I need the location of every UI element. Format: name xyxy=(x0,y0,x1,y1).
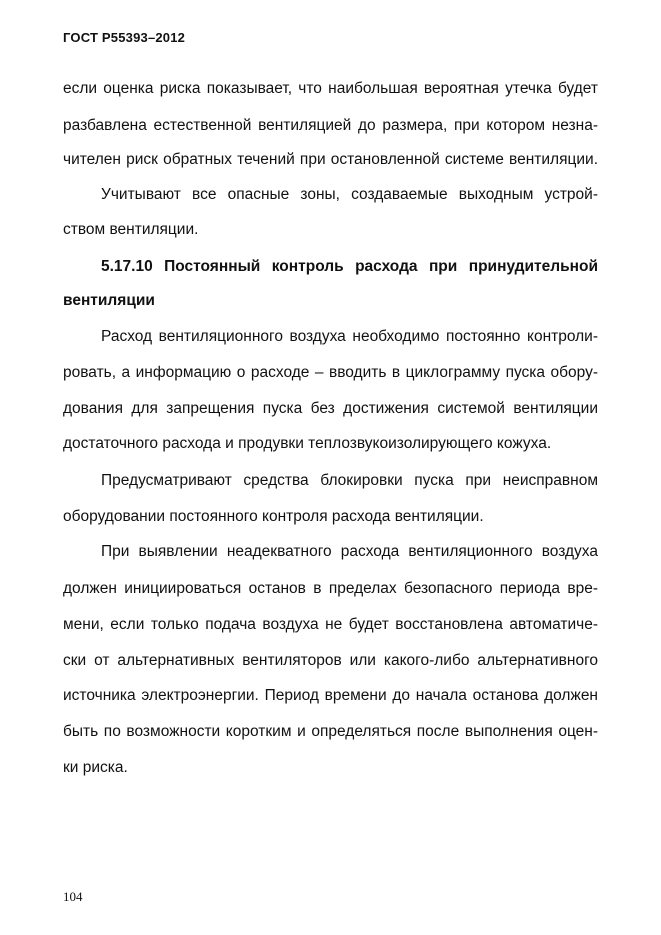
section-heading-continued: вентиляции xyxy=(63,292,155,309)
text-line: должен инициироваться останов в пределах безопасного периода вре- xyxy=(63,580,598,597)
text-line: Расход вентиляционного воздуха необходимо постоянно контроли- xyxy=(101,328,598,345)
text-line: Предусматривают средства блокировки пуска при неисправном xyxy=(101,472,598,489)
text-line: оборудовании постоянного контроля расхода вентиляции. xyxy=(63,508,484,525)
text-line: мени, если только подача воздуха не будет восстановлена автоматиче- xyxy=(63,616,598,633)
text-line: дования для запрещения пуска без достижения системой вентиляции xyxy=(63,400,598,417)
text-line: ски от альтернативных вентиляторов или какого-либо альтернативного xyxy=(63,652,598,669)
text-line: источника электроэнергии. Период времени до начала останова должен xyxy=(63,687,598,704)
text-line: быть по возможности коротким и определяться после выполнения оцен- xyxy=(63,723,598,740)
text-line: При выявлении неадекватного расхода вентиляционного воздуха xyxy=(101,543,598,560)
text-line: чителен риск обратных течений при остановленной системе вентиляции. xyxy=(63,151,598,168)
text-line: достаточного расхода и продувки теплозвукоизолирующего кожуха. xyxy=(63,435,552,452)
text-line: если оценка риска показывает, что наибольшая вероятная утечка будет xyxy=(63,80,598,97)
text-line: разбавлена естественной вентиляцией до размера, при котором незна- xyxy=(63,117,598,134)
document-header: ГОСТ Р55393–2012 xyxy=(63,30,186,45)
text-line: ровать, а информацию о расходе – вводить в циклограмму пуска обору- xyxy=(63,364,598,381)
page-number: 104 xyxy=(63,889,83,904)
text-line: ством вентиляции. xyxy=(63,221,199,238)
section-heading: 5.17.10 Постоянный контроль расхода при принудительной xyxy=(101,258,598,275)
text-line: ки риска. xyxy=(63,759,128,776)
text-line: Учитывают все опасные зоны, создаваемые выходным устрой- xyxy=(101,186,598,203)
